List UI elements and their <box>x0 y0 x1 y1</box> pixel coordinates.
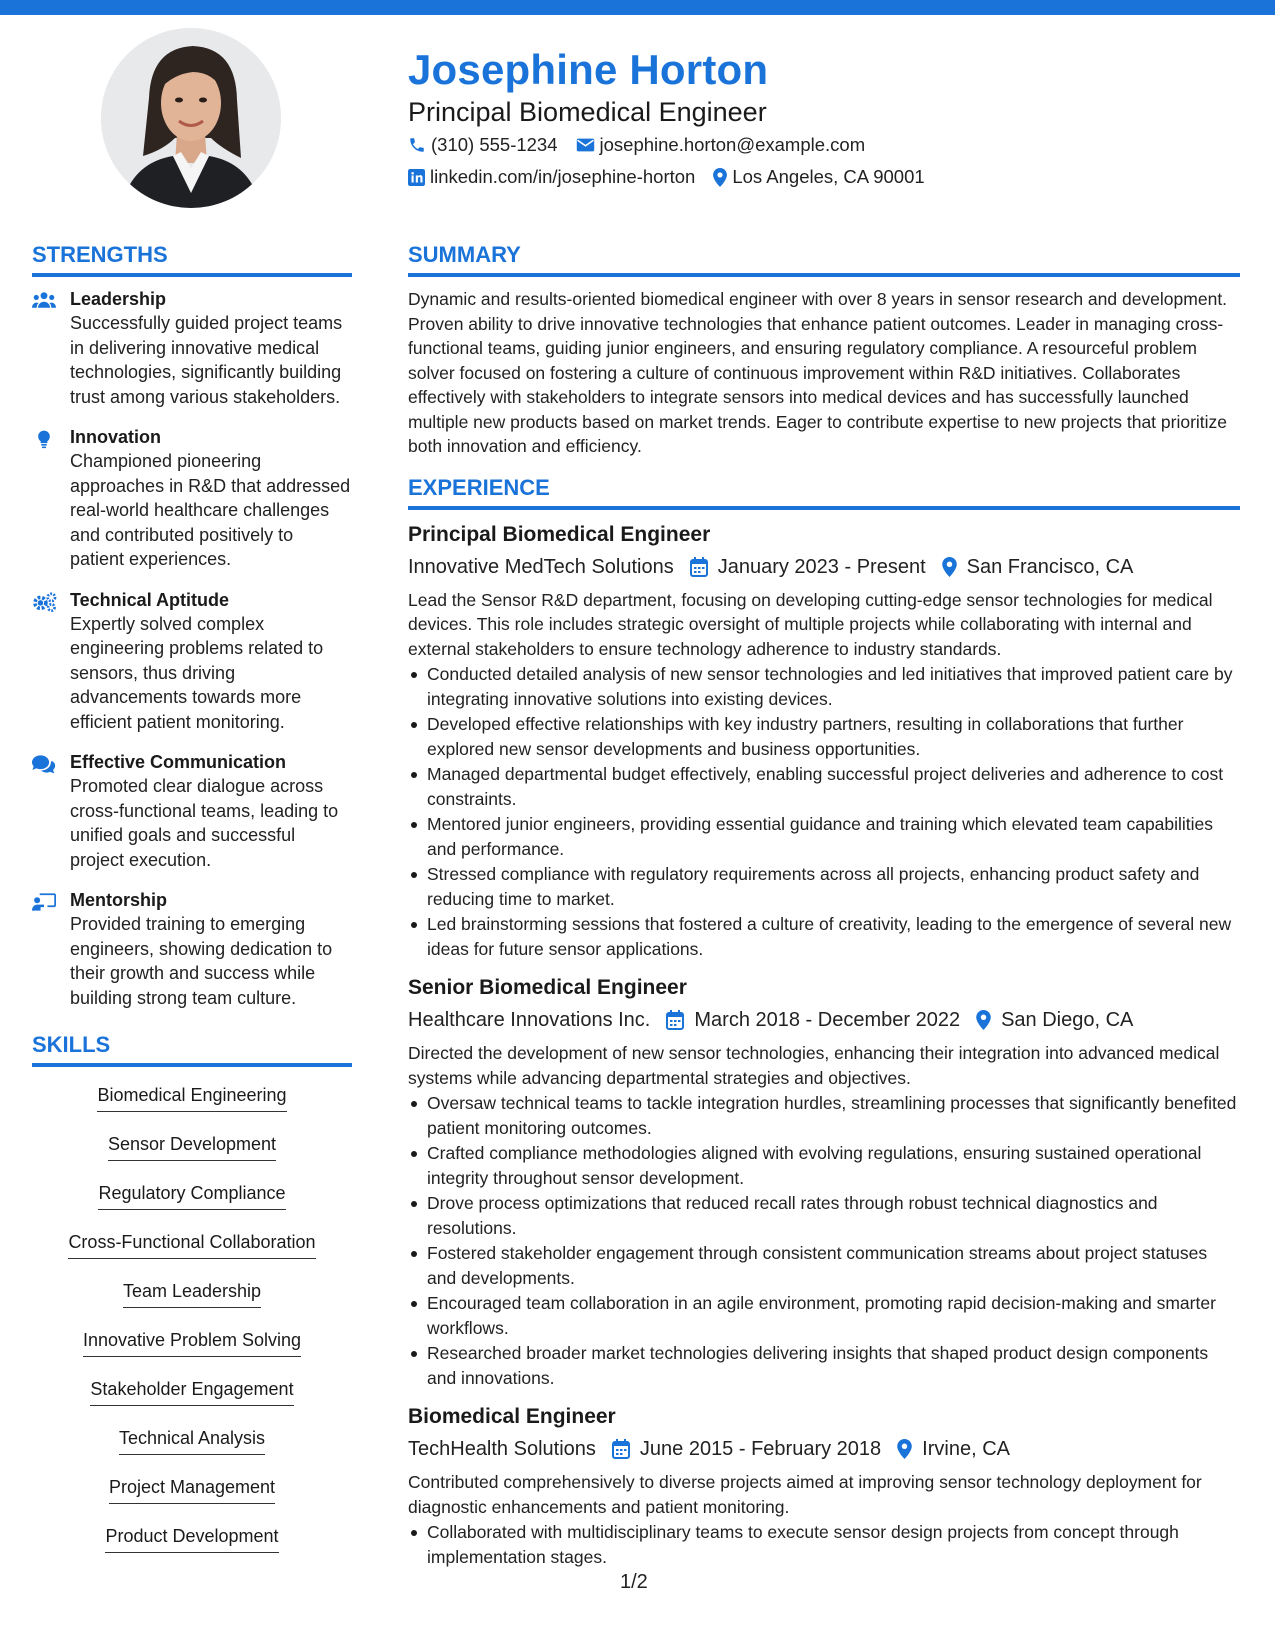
job-entry <box>408 973 1240 1390</box>
phone-text: (310) 555-1234 <box>431 134 558 155</box>
job-location-wrap <box>942 552 1134 582</box>
contact-row-1 <box>408 134 883 156</box>
job-bullet: Collaborated with multidisciplinary teams to execute sensor design projects from concept through implementation stages. <box>408 1520 1240 1569</box>
skill-item: Team Leadership <box>123 1279 261 1308</box>
job-location-wrap <box>976 1005 1133 1035</box>
candidate-name: Josephine Horton <box>408 46 769 93</box>
strength-desc: Successfully guided project teams in delivering innovative medical technologies, significantly building trust among various stakeholders. <box>70 313 343 407</box>
linkedin-text: linkedin.com/in/josephine-horton <box>430 166 696 187</box>
job-location-wrap <box>897 1434 1010 1464</box>
email-text: josephine.horton@example.com <box>599 134 866 155</box>
contact-phone[interactable] <box>408 134 558 156</box>
strengths-heading: STRENGTHS <box>32 240 352 277</box>
phone-icon <box>408 136 426 154</box>
job-description: Contributed comprehensively to diverse projects aimed at improving sensor technology deployment for diagnostic enhancements and patient monitoring. <box>408 1472 1202 1517</box>
job-bullets <box>408 1520 1240 1569</box>
experience-heading: EXPERIENCE <box>408 473 1240 510</box>
job-dates-wrap <box>612 1434 881 1464</box>
left-column <box>32 240 352 1567</box>
contact-email[interactable] <box>576 134 866 156</box>
job-bullet: Drove process optimizations that reduced recall rates through robust technical diagnostics and resolutions. <box>408 1191 1240 1240</box>
strength-desc: Championed pioneering approaches in R&D that addressed real-world healthcare challenges and contributed positively to patient experiences. <box>70 451 351 569</box>
contact-row-2 <box>408 166 943 188</box>
chalkboard-teacher-icon <box>32 892 56 912</box>
summary-text: Dynamic and results-oriented biomedical engineer with over 8 years in sensor research and development. Proven ability to drive innovative technologies that enhance patient outcomes. Leader in managing cross-functional teams, guiding junior engineers, and ensuring regulatory compliance. A resourceful problem solver focused on fostering a culture of continuous improvement within R&D initiatives. Collaborates effectively with stakeholders to integrate sensors into medical devices and has successfully launched multiple new products based on market trends. Eager to contribute expertise to new projects that prioritize both innovation and efficiency. <box>408 289 1228 456</box>
job-description: Directed the development of new sensor technologies, enhancing their integration into advanced medical systems while advancing departmental strategies and objectives. <box>408 1043 1220 1088</box>
candidate-title: Principal Biomedical Engineer <box>408 97 767 127</box>
job-dates: January 2023 - Present <box>717 555 926 578</box>
envelope-icon <box>576 137 595 153</box>
job-bullet: Managed departmental budget effectively, enabling successful project deliveries and adherence to cost constraints. <box>408 762 1240 811</box>
job-bullet: Stressed compliance with regulatory requirements across all projects, enhancing product safety and reducing time to market. <box>408 862 1240 911</box>
skill-item: Sensor Development <box>108 1132 276 1161</box>
job-meta <box>408 1434 1240 1464</box>
strength-title: Effective Communication <box>70 752 287 772</box>
map-marker-icon <box>713 168 727 187</box>
skill-item: Stakeholder Engagement <box>90 1377 293 1406</box>
job-meta <box>408 1005 1240 1035</box>
strength-title: Mentorship <box>70 890 167 910</box>
strength-item <box>32 750 352 872</box>
job-bullet: Conducted detailed analysis of new sensor technologies and led initiatives that improved patient care by integrating innovative solutions into existing devices. <box>408 662 1240 711</box>
skill-item: Technical Analysis <box>119 1426 265 1455</box>
skill-item: Innovative Problem Solving <box>83 1328 301 1357</box>
page-number: 1/2 <box>620 1571 648 1593</box>
calendar-icon <box>690 557 708 577</box>
job-title: Senior Biomedical Engineer <box>408 976 687 999</box>
job-bullet: Mentored junior engineers, providing essential guidance and training which elevated team capabilities and performance. <box>408 812 1240 861</box>
map-marker-icon <box>942 557 957 577</box>
skill-item: Biomedical Engineering <box>97 1083 286 1112</box>
users-icon <box>32 291 56 309</box>
job-company: TechHealth Solutions <box>408 1438 596 1460</box>
strength-item <box>32 888 352 1010</box>
lightbulb-icon <box>32 429 56 449</box>
job-bullet: Developed effective relationships with key industry partners, resulting in collaborations that further explored new sensor developments and business opportunities. <box>408 712 1240 761</box>
job-title: Principal Biomedical Engineer <box>408 522 711 546</box>
job-bullet: Oversaw technical teams to tackle integration hurdles, streamlining processes that significantly benefited patient monitoring outcomes. <box>408 1091 1240 1140</box>
contact-location <box>713 166 924 188</box>
strength-item <box>32 287 352 409</box>
job-bullet: Fostered stakeholder engagement through consistent communication streams about project statuses and developments. <box>408 1241 1240 1290</box>
skill-item: Project Management <box>109 1475 275 1504</box>
job-dates: March 2018 - December 2022 <box>694 1009 961 1031</box>
job-location: Irvine, CA <box>922 1438 1010 1460</box>
job-description: Lead the Sensor R&D department, focusing on developing cutting-edge sensor technologies for medical devices. This role includes strategic oversight of multiple projects while collaborating with internal and external stakeholders to ensure technology adherence to industry standards. <box>408 589 1213 659</box>
skill-item: Product Development <box>105 1524 278 1553</box>
job-dates: June 2015 - February 2018 <box>639 1438 882 1460</box>
strength-item <box>32 425 352 572</box>
map-marker-icon <box>897 1439 912 1459</box>
strength-desc: Promoted clear dialogue across cross-functional teams, leading to unified goals and successful project execution. <box>70 776 339 870</box>
job-dates-wrap <box>690 552 926 582</box>
location-text: Los Angeles, CA 90001 <box>732 166 925 187</box>
strength-title: Innovation <box>70 427 161 447</box>
skill-item: Cross-Functional Collaboration <box>68 1230 315 1259</box>
summary-heading: SUMMARY <box>408 240 1240 277</box>
job-bullets <box>408 1091 1240 1390</box>
profile-photo <box>101 28 281 208</box>
top-accent-bar <box>0 0 1275 15</box>
contact-linkedin[interactable] <box>408 166 695 188</box>
job-company: Healthcare Innovations Inc. <box>408 1009 651 1031</box>
job-bullet: Researched broader market technologies delivering insights that shaped product design components and innovations. <box>408 1341 1240 1390</box>
job-title: Biomedical Engineer <box>408 1405 616 1428</box>
strength-desc: Provided training to emerging engineers, showing dedication to their growth and success while building strong team culture. <box>70 914 333 1008</box>
comments-icon <box>32 754 56 774</box>
strength-title: Leadership <box>70 289 167 309</box>
job-bullet: Encouraged team collaboration in an agile environment, promoting rapid decision-making and smarter workflows. <box>408 1291 1240 1340</box>
calendar-icon <box>612 1439 630 1459</box>
strength-desc: Expertly solved complex engineering problems related to sensors, thus driving advancements towards more efficient patient monitoring. <box>70 613 324 732</box>
job-dates-wrap <box>666 1005 960 1035</box>
right-column <box>408 240 1240 1581</box>
job-company: Innovative MedTech Solutions <box>408 555 674 578</box>
job-bullet: Led brainstorming sessions that fostered a culture of creativity, leading to the emergence of several new ideas for future sensor applications. <box>408 912 1240 961</box>
calendar-icon <box>666 1010 684 1030</box>
gears-icon <box>32 592 58 612</box>
job-location: San Diego, CA <box>1001 1009 1134 1031</box>
job-location: San Francisco, CA <box>966 555 1134 578</box>
job-entry <box>408 520 1240 962</box>
linkedin-icon <box>408 169 425 186</box>
skills-heading: SKILLS <box>32 1030 352 1067</box>
map-marker-icon <box>976 1010 991 1030</box>
skills-list <box>32 1077 352 1567</box>
job-meta <box>408 552 1240 582</box>
skill-item: Regulatory Compliance <box>98 1181 285 1210</box>
job-entry <box>408 1402 1240 1569</box>
job-bullet: Crafted compliance methodologies aligned with evolving regulations, ensuring sustained operational integrity throughout sensor development. <box>408 1141 1240 1190</box>
job-bullets <box>408 662 1240 961</box>
strength-title: Technical Aptitude <box>70 589 230 610</box>
strength-item <box>32 588 352 735</box>
profile-photo-image <box>101 28 281 208</box>
